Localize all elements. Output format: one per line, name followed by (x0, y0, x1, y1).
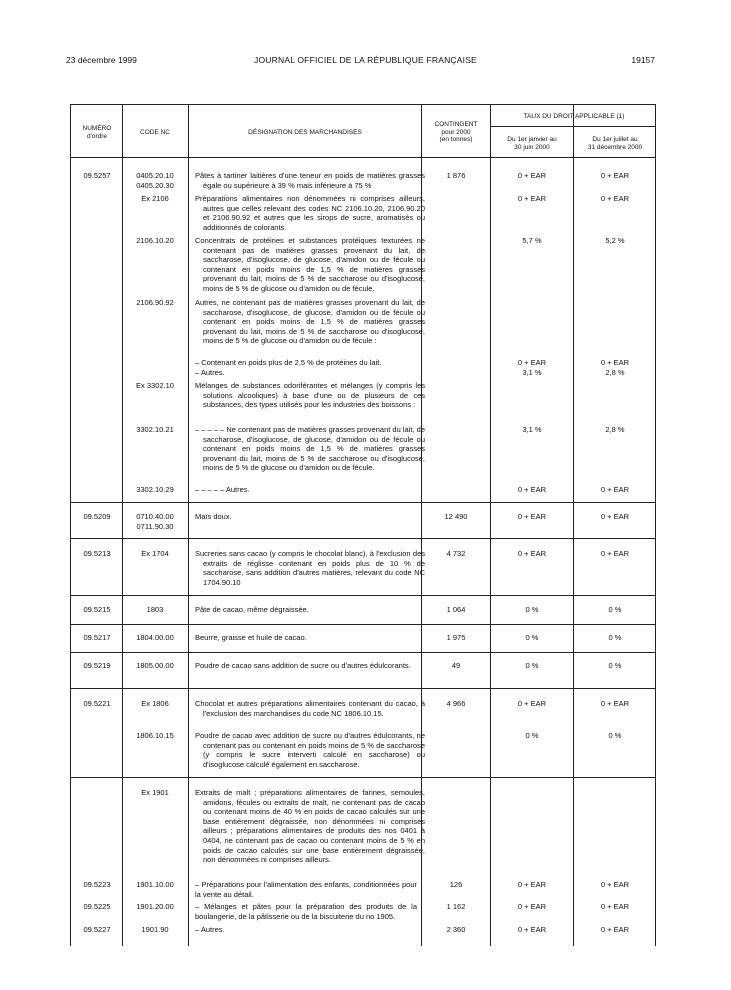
rate-period-1: 0 + EAR (517, 549, 547, 558)
nc-code: Ex 1806 (141, 699, 169, 708)
rate-period-1: 0 % (525, 633, 539, 642)
nc-code: 0405.20.10 0405.20.30 (136, 171, 174, 190)
rate-period-2: 0 + EAR (600, 171, 630, 180)
header-designation: DÉSIGNATION DES MARCHANDISES (248, 129, 362, 136)
header-contingent: CONTINGENT pour 2000 (en tonnes) (434, 121, 478, 143)
rate-period-2: 2,8 % (605, 425, 625, 434)
rate-period-1: 0 % (525, 605, 539, 614)
goods-description: – Préparations pour l'alimentation des enfants, conditionnées pour la vente au détail. (195, 880, 417, 899)
row-divider (71, 624, 655, 625)
nc-code: 1804.00.00 (136, 633, 174, 642)
goods-description: Pâtes à tartiner laitières d'une teneur en poids de matières grasses égale ou supérieure à 39 % mais inférieure à 75 % (195, 171, 425, 190)
rate-period-1: 0 + EAR (517, 512, 547, 521)
rate-period-2: 0 % (608, 731, 622, 740)
column-divider (573, 105, 574, 946)
order-number: 09.5257 (83, 171, 111, 180)
quota-tonnes: 1 162 (446, 902, 466, 911)
page-number: 19157 (631, 55, 655, 65)
rate-period-1: 3,1 % (522, 425, 542, 434)
rate-period-1: 0 + EAR (517, 925, 547, 934)
nc-code: 3302.10.21 (136, 425, 174, 434)
nc-code: Ex 3302.10 (136, 381, 174, 390)
nc-code: 3302.10.29 (136, 485, 174, 494)
rate-period-1: 0 + EAR (517, 699, 547, 708)
quota-tonnes: 1 064 (446, 605, 466, 614)
order-number: 09.5227 (83, 925, 111, 934)
nc-code: 1803 (146, 605, 164, 614)
rate-period-2: 0 % (608, 661, 622, 670)
nc-code: 1901.20.00 (136, 902, 174, 911)
goods-description: Autres, ne contenant pas de matières grasses provenant du lait, de saccharose, d'isoglucose, de glucose, d'amidon ou de fécule ou contenant en poids moins de 1,5 % de matières grasses provenant du lait, moins de 5 % de saccharose ou d'isoglucose, moins de 5 % de glucose ou d'amidon ou de fécule : (195, 298, 425, 346)
order-number: 09.5223 (83, 880, 111, 889)
goods-description: Préparations alimentaires non dénommées ni comprises ailleurs, autres que celles relevant des codes NC 2106.10.20, 2106.90.20 et 2106.90.92 et autres que les sirops de sucre, aromatisés ou additionnés de colorants. (195, 194, 425, 232)
quota-tonnes: 4 966 (446, 699, 466, 708)
nc-code: Ex 2106 (141, 194, 169, 203)
goods-description: Chocolat et autres préparations alimentaires contenant du cacao, à l'exclusion des marchandises du code NC 1806.10.15. (195, 699, 425, 718)
header-sub-divider (490, 126, 655, 127)
rate-period-1: 0 + EAR (517, 194, 547, 203)
nc-code: 1806.10.15 (136, 731, 174, 740)
row-divider (71, 595, 655, 596)
quota-tonnes: 49 (451, 661, 461, 670)
nc-code: 1901.90 (141, 925, 169, 934)
rate-period-2: 2,8 % (605, 368, 625, 377)
rate-period-2: 0 + EAR (600, 699, 630, 708)
rate-period-2: 0 + EAR (600, 549, 630, 558)
column-divider (490, 105, 491, 946)
goods-description: – Mélanges et pâtes pour la préparation des produits de la boulangerie, de la pâtisserie ou de la biscuiterie du no 1905. (195, 902, 417, 921)
goods-description: Poudre de cacao sans addition de sucre ou d'autres édulcorants. (195, 661, 411, 670)
header-code-nc: CODE NC (140, 129, 170, 136)
nc-code: 1901.10.00 (136, 880, 174, 889)
goods-description: Concentrats de protéines et substances protéiques texturées ne contenant pas de matières grasses provenant du lait, de saccharose, d'isoglucose, de glucose, d'amidon ou de fécule ou contenant en poids moins de 1,5 % de matières grasses provenant du lait, moins de 5 % de saccharose ou d'isoglucose, moins de 5 % de glucose ou d'amidon ou de fécule. (195, 236, 425, 293)
header-divider (71, 157, 655, 158)
order-number: 09.5213 (83, 549, 111, 558)
rate-period-1: 0 + EAR (517, 485, 547, 494)
goods-description: Extraits de malt ; préparations alimentaires de farines, semoules, amidons, fécules ou extraits de malt, ne contenant pas de cacao ou contenant moins de 40 % en poids de cacao calculés sur une base entièrement dégraissée, non dénommées ni comprises ailleurs ; préparations alimentaires de produits des nos 0401 à 0404, ne contenant pas de cacao ou contenant moins de 5 % en poids de cacao calculés sur une base entièrement dégraissée, non dénommées ni comprises ailleurs. (195, 788, 425, 865)
goods-description: – Autres. (195, 368, 225, 377)
goods-description: – Contenant en poids plus de 2,5 % de protéines du lait. (195, 358, 382, 367)
rate-period-1: 0 % (525, 661, 539, 670)
quota-tonnes: 4 732 (446, 549, 466, 558)
quota-tonnes: 1 876 (446, 171, 466, 180)
page-date: 23 décembre 1999 (66, 55, 137, 65)
goods-description: Mélanges de substances odoriférantes et mélanges (y compris les solutions alcooliques) à base d'une ou de plusieurs de ces substances, des types utilisés pour les industries des boissons : (195, 381, 425, 410)
rate-period-2: 0 + EAR (600, 485, 630, 494)
order-number: 09.5215 (83, 605, 111, 614)
order-number: 09.5219 (83, 661, 111, 670)
rate-period-1: 3,1 % (522, 368, 542, 377)
rate-period-2: 0 + EAR (600, 358, 630, 367)
quota-tonnes: 2 360 (446, 925, 466, 934)
row-divider (71, 688, 655, 689)
header-period-1: Du 1er janvier au 30 juin 2000 (507, 136, 557, 151)
header-period-2: Du 1er juillet au 31 décembre 2000 (587, 136, 643, 151)
rate-period-2: 0 + EAR (600, 880, 630, 889)
order-number: 09.5217 (83, 633, 111, 642)
row-divider (71, 502, 655, 503)
goods-description: Beurre, graisse et huile de cacao. (195, 633, 307, 642)
goods-description: Maïs doux. (195, 512, 232, 521)
row-divider (71, 652, 655, 653)
goods-description: – – – – – Ne contenant pas de matières grasses provenant du lait, de saccharose, d'isoglucose, de glucose, d'amidon ou de fécule ou contenant en poids moins de 1,5 % de matières grasses provenant du lait, moins de 5 % de saccharose ou d'isoglucose, moins de 5 % de glucose ou d'amidon ou de fécule. (195, 425, 425, 473)
rate-period-1: 0 + EAR (517, 358, 547, 367)
tariff-table (70, 104, 656, 946)
order-number: 09.5221 (83, 699, 111, 708)
order-number: 09.5209 (83, 512, 111, 521)
goods-description: Sucreries sans cacao (y compris le chocolat blanc), à l'exclusion des extraits de réglisse contenant en poids plus de 10 % de saccharose, sans addition d'autres matières, relevant du code NC 1704.90.10 (195, 549, 425, 587)
rate-period-2: 0 + EAR (600, 925, 630, 934)
rate-period-1: 0 + EAR (517, 880, 547, 889)
goods-description: Poudre de cacao avec addition de sucre ou d'autres édulcorants, ne contenant pas ou contenant en poids moins de 5 % de saccharose (y compris le sucre interverti calculé en saccharose) ou d'isoglucose calculé également en saccharose. (195, 731, 425, 769)
order-number: 09.5225 (83, 902, 111, 911)
rate-period-1: 0 + EAR (517, 902, 547, 911)
row-divider (71, 538, 655, 539)
header-numero: NUMÉRO d'ordre (82, 125, 112, 140)
quota-tonnes: 12 490 (444, 512, 468, 521)
goods-description: – Autres. (195, 925, 225, 934)
row-divider (71, 777, 655, 778)
goods-description: Pâte de cacao, même dégraissée. (195, 605, 309, 614)
nc-code: Ex 1901 (141, 788, 169, 797)
rate-period-2: 0 + EAR (600, 902, 630, 911)
rate-period-2: 0 + EAR (600, 194, 630, 203)
quota-tonnes: 1 975 (446, 633, 466, 642)
header-taux: TAUX DU DROIT APPLICABLE (1) (523, 113, 625, 120)
nc-code: 2106.10.20 (136, 236, 174, 245)
rate-period-2: 5,2 % (605, 236, 625, 245)
nc-code: Ex 1704 (141, 549, 169, 558)
rate-period-1: 0 + EAR (517, 171, 547, 180)
nc-code: 2106.90.92 (136, 298, 174, 307)
rate-period-2: 0 % (608, 605, 622, 614)
nc-code: 0710.40.00 0711.90.30 (136, 512, 174, 531)
rate-period-1: 0 % (525, 731, 539, 740)
rate-period-2: 0 + EAR (600, 512, 630, 521)
column-divider (188, 105, 189, 946)
goods-description: – – – – – Autres. (195, 485, 250, 494)
quota-tonnes: 126 (449, 880, 463, 889)
rate-period-1: 5,7 % (522, 236, 542, 245)
nc-code: 1805.00.00 (136, 661, 174, 670)
journal-title: JOURNAL OFFICIEL DE LA RÉPUBLIQUE FRANÇAISE (254, 55, 477, 65)
rate-period-2: 0 % (608, 633, 622, 642)
